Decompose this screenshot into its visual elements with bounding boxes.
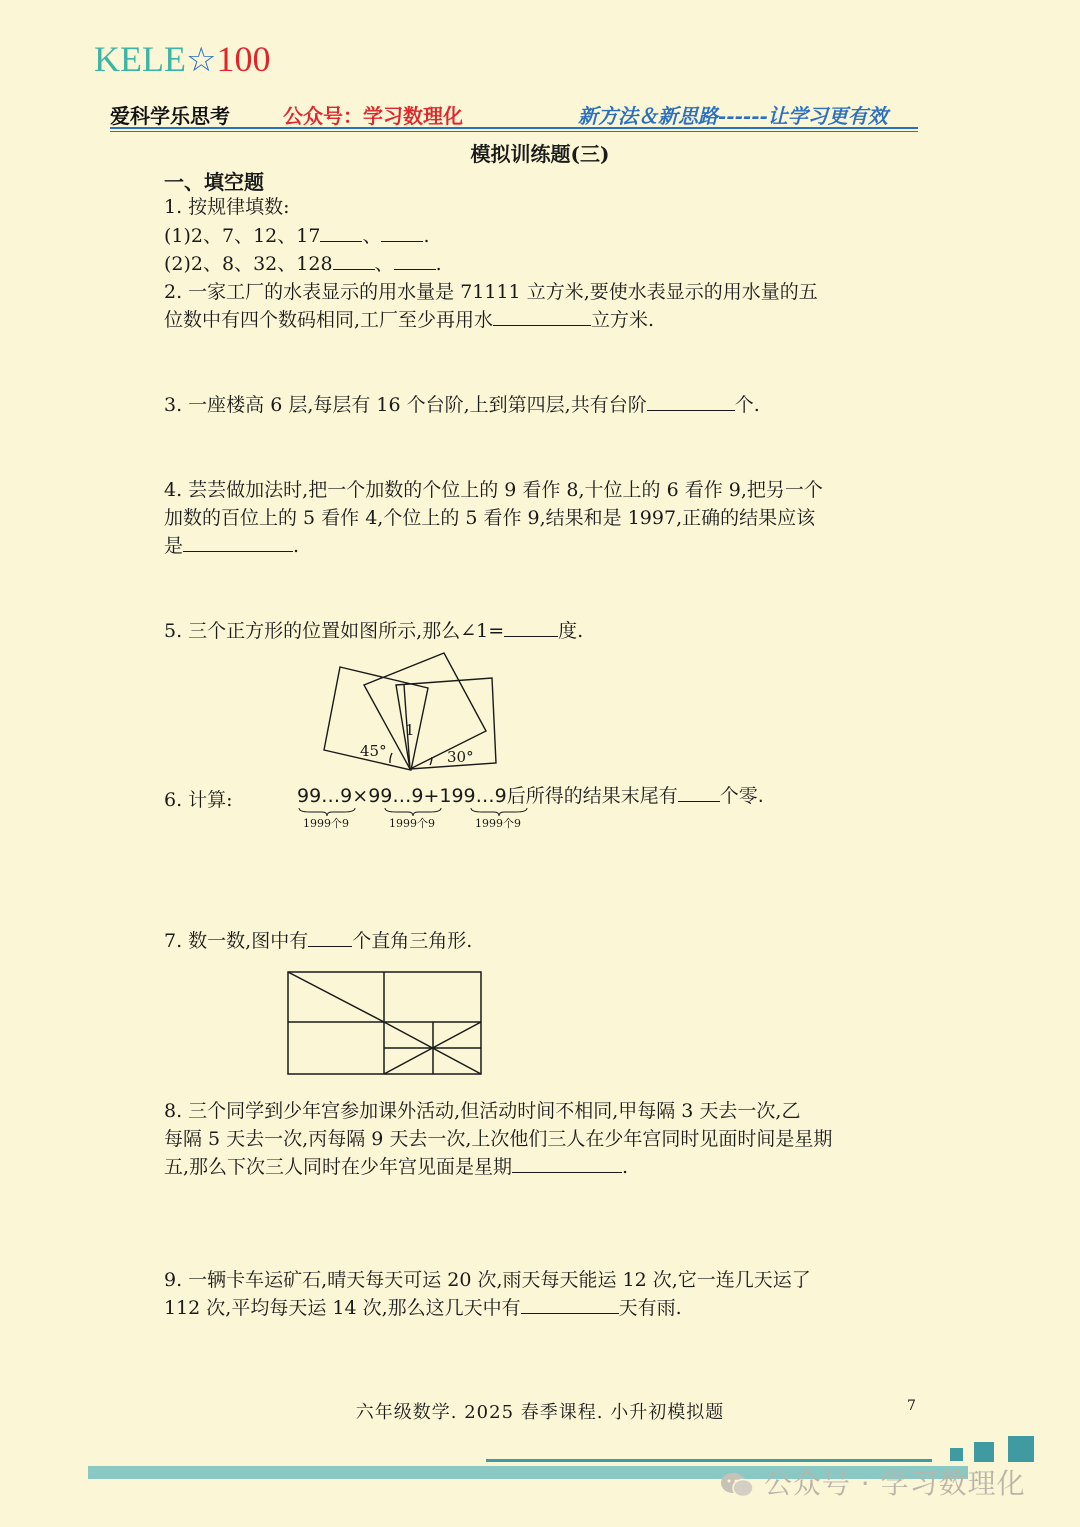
logo-kele: KELE [94, 39, 186, 79]
answer-blank [320, 223, 362, 242]
q9-line1: 9. 一辆卡车运矿石,晴天每天可运 20 次,雨天每天能运 12 次,它一连几天运了 [164, 1269, 811, 1291]
answer-blank [381, 223, 423, 242]
answer-blank [308, 928, 352, 947]
q8-line1: 8. 三个同学到少年宫参加课外活动,但活动时间不相同,甲每隔 3 天去一次,乙 [164, 1100, 801, 1122]
q6-label: 6. 计算: [164, 789, 233, 811]
logo-100: 100 [216, 39, 271, 79]
footer-square-medium [974, 1442, 994, 1462]
q6-underbraces [296, 806, 536, 832]
footer-square-small [950, 1448, 963, 1461]
section-heading: 一、填空题 [164, 170, 264, 194]
answer-blank [394, 251, 436, 270]
watermark [720, 1462, 1026, 1502]
diagonal-top-left [288, 972, 384, 1022]
q8-line2: 每隔 5 天去一次,丙每隔 9 天去一次,上次他们三人在少年宫同时见面时间是星期 [164, 1128, 833, 1150]
answer-blank [647, 392, 735, 411]
angle-label-45: 45° [360, 742, 387, 760]
answer-blank [521, 1295, 619, 1314]
q6-term1: 99…9 [297, 785, 353, 807]
brace-label-2: 1999个9 [389, 817, 435, 830]
three-squares-figure [300, 645, 520, 775]
q2-line1: 2. 一家工厂的水表显示的用水量是 71111 立方米,要使水表显示的用水量的五 [164, 281, 818, 303]
q4-line1: 4. 芸芸做加法时,把一个加数的个位上的 9 看作 8,十位上的 6 看作 9,把另一个 [164, 479, 823, 501]
answer-blank [493, 307, 591, 326]
watermark-text: 公众号 · 学习数理化 [763, 1467, 1026, 1500]
q4-line3: 是 . [164, 535, 300, 557]
q8-line3: 五,那么下次三人同时在少年宫见面是星期 . [164, 1156, 629, 1178]
q1-stem: 1. 按规律填数: [164, 196, 290, 218]
header-account: 公众号：学习数理化 [283, 104, 463, 128]
answer-blank [183, 533, 293, 552]
angle-arc-45 [390, 753, 392, 763]
brand-logo [94, 38, 270, 80]
angle-label-30: 30° [447, 748, 474, 766]
q7-line: 7. 数一数,图中有 个直角三角形. [164, 930, 473, 952]
right-triangle-figure [286, 970, 484, 1078]
wechat-icon [720, 1471, 754, 1499]
brace-label-1: 1999个9 [303, 817, 349, 830]
header-divider-thin [110, 131, 918, 132]
angle-label-1: 1 [405, 721, 415, 739]
q6-term3: 99…9 [451, 785, 507, 807]
q2-line2: 位数中有四个数码相同,工厂至少再用水 立方米. [164, 309, 655, 331]
answer-blank [512, 1154, 622, 1173]
header-divider [110, 127, 918, 129]
answer-blank [504, 618, 558, 637]
q1-part1: (1)2、7、12、17 、 . [164, 225, 430, 247]
q5-line: 5. 三个正方形的位置如图所示,那么∠1= 度. [164, 620, 584, 642]
q6-term2: 99…9 [368, 785, 424, 807]
q1-part2: (2)2、8、32、128 、 . [164, 253, 442, 275]
star-icon: ☆ [185, 40, 217, 80]
q6-expression: 99…9×99…9+199…9后所得的结果末尾有 个零. [297, 785, 764, 807]
header-slogan: 爱科学乐思考 [110, 104, 230, 128]
footer-text: 六年级数学. 2025 春季课程. 小升初模拟题 [355, 1402, 725, 1423]
brace-1 [299, 808, 355, 816]
brace-3 [471, 808, 527, 816]
page-number: 7 [907, 1398, 916, 1414]
header-motto: 新方法＆新思路------让学习更有效 [578, 104, 888, 128]
brace-2 [385, 808, 441, 816]
brace-label-3: 1999个9 [475, 817, 521, 830]
q4-line2: 加数的百位上的 5 看作 4,个位上的 5 看作 9,结果和是 1997,正确的结果应该 [164, 507, 816, 529]
page-title: 模拟训练题(三) [470, 142, 610, 166]
q3-line: 3. 一座楼高 6 层,每层有 16 个台阶,上到第四层,共有台阶 个. [164, 394, 760, 416]
q9-line2: 112 次,平均每天运 14 次,那么这几天中有 天有雨. [164, 1297, 682, 1319]
answer-blank [678, 783, 720, 802]
footer-square-large [1008, 1436, 1034, 1462]
answer-blank [333, 251, 375, 270]
